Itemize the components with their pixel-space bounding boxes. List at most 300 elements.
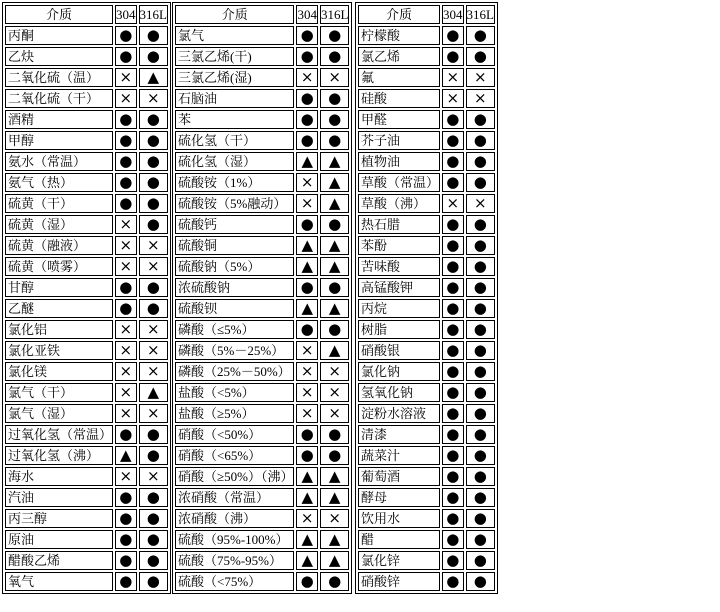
medium-name-cell: 过氧化氢（常温） <box>5 425 113 444</box>
rating-cell: ▲ <box>296 299 318 318</box>
table-row <box>358 236 495 255</box>
medium-name-cell: 氟 <box>358 68 440 87</box>
rating-cell: ● <box>320 215 349 234</box>
rating-cell: × <box>296 68 318 87</box>
medium-name-cell: 硫酸（95%-100%） <box>175 530 294 549</box>
rating-cell: × <box>139 404 168 423</box>
rating-cell: ▲ <box>296 152 318 171</box>
rating-cell: ● <box>296 110 318 129</box>
rating-cell: ● <box>320 110 349 129</box>
rating-cell: ▲ <box>296 530 318 549</box>
table-row <box>358 47 495 66</box>
medium-name-cell: 丙烷 <box>358 299 440 318</box>
medium-name-cell: 热石腊 <box>358 215 440 234</box>
medium-name-cell: 硫黄（融液） <box>5 236 113 255</box>
rating-cell: ● <box>442 47 464 66</box>
medium-name-cell: 氧气 <box>5 572 113 591</box>
rating-cell: × <box>115 404 137 423</box>
rating-cell: ● <box>466 299 495 318</box>
table-row <box>175 278 349 297</box>
table-row <box>175 47 349 66</box>
medium-name-cell: 氯气（湿） <box>5 404 113 423</box>
rating-cell: ● <box>442 425 464 444</box>
table-row <box>5 26 168 45</box>
medium-name-cell: 浓硫酸钠 <box>175 278 294 297</box>
table-row <box>358 26 495 45</box>
rating-cell: × <box>115 383 137 402</box>
table-row <box>175 383 349 402</box>
medium-name-cell: 硫酸（75%-95%） <box>175 551 294 570</box>
table-row <box>175 110 349 129</box>
medium-name-cell: 乙炔 <box>5 47 113 66</box>
rating-cell: × <box>115 341 137 360</box>
table-row <box>175 257 349 276</box>
medium-name-cell: 氯化铝 <box>5 320 113 339</box>
table-row <box>358 425 495 444</box>
rating-cell: × <box>320 383 349 402</box>
table-row <box>175 320 349 339</box>
rating-cell: ● <box>442 551 464 570</box>
rating-cell: ● <box>115 509 137 528</box>
table-row <box>5 152 168 171</box>
medium-name-cell: 硫化氢（湿） <box>175 152 294 171</box>
table-row <box>358 362 495 381</box>
rating-cell: × <box>115 257 137 276</box>
rating-cell: ● <box>442 530 464 549</box>
rating-cell: ● <box>442 404 464 423</box>
rating-cell: ● <box>442 362 464 381</box>
rating-cell: ● <box>115 488 137 507</box>
medium-name-cell: 苯酚 <box>358 236 440 255</box>
table-row <box>358 299 495 318</box>
rating-cell: ● <box>115 173 137 192</box>
rating-cell: × <box>442 89 464 108</box>
table-row <box>5 68 168 87</box>
medium-name-cell: 磷酸（≤5%） <box>175 320 294 339</box>
table-row <box>358 131 495 150</box>
table-row <box>358 215 495 234</box>
table-row <box>175 26 349 45</box>
table-row <box>175 341 349 360</box>
table-row <box>5 488 168 507</box>
rating-cell: ▲ <box>320 236 349 255</box>
medium-name-cell: 过氧化氢（沸） <box>5 446 113 465</box>
rating-cell: × <box>466 68 495 87</box>
medium-name-cell: 石脑油 <box>175 89 294 108</box>
medium-name-cell: 氯化锌 <box>358 551 440 570</box>
rating-cell: × <box>296 173 318 192</box>
table-row <box>358 89 495 108</box>
table-row <box>358 467 495 486</box>
rating-cell: ● <box>139 488 168 507</box>
rating-cell: ● <box>442 509 464 528</box>
rating-cell: ▲ <box>320 152 349 171</box>
rating-cell: ● <box>115 299 137 318</box>
table-row <box>358 173 495 192</box>
medium-name-cell: 二氧化硫（干） <box>5 89 113 108</box>
table-row <box>358 530 495 549</box>
rating-cell: ● <box>115 425 137 444</box>
rating-cell: ● <box>442 215 464 234</box>
grade-column-header: 304 <box>297 7 317 22</box>
table-row <box>175 509 349 528</box>
rating-cell: ● <box>139 110 168 129</box>
rating-cell: ● <box>442 299 464 318</box>
medium-name-cell: 三氯乙烯(干) <box>175 47 294 66</box>
medium-name-cell: 醋 <box>358 530 440 549</box>
table-row <box>5 320 168 339</box>
medium-name-cell: 甲醇 <box>5 131 113 150</box>
rating-cell: ▲ <box>296 488 318 507</box>
medium-name-cell: 乙醚 <box>5 299 113 318</box>
table-row <box>358 68 495 87</box>
rating-cell: ▲ <box>139 68 168 87</box>
rating-cell: ● <box>115 278 137 297</box>
medium-name-cell: 硫酸铜 <box>175 236 294 255</box>
medium-name-cell: 酒精 <box>5 110 113 129</box>
medium-column-header: 介质 <box>358 5 440 24</box>
rating-cell: ● <box>139 278 168 297</box>
medium-name-cell: 酵母 <box>358 488 440 507</box>
table-row <box>5 236 168 255</box>
rating-cell: × <box>296 509 318 528</box>
medium-name-cell: 氯乙烯 <box>358 47 440 66</box>
medium-name-cell: 苦味酸 <box>358 257 440 276</box>
rating-cell: ● <box>442 26 464 45</box>
medium-name-cell: 甘醇 <box>5 278 113 297</box>
rating-cell: × <box>139 467 168 486</box>
rating-cell: ● <box>466 383 495 402</box>
rating-cell: ● <box>320 131 349 150</box>
rating-cell: ● <box>466 215 495 234</box>
rating-cell: ● <box>296 572 318 591</box>
rating-cell: ● <box>115 551 137 570</box>
table-row <box>5 110 168 129</box>
grade-column-header: 304 <box>443 7 463 22</box>
rating-cell: ● <box>115 47 137 66</box>
rating-cell: ● <box>139 299 168 318</box>
medium-name-cell: 硫酸钠（5%） <box>175 257 294 276</box>
medium-name-cell: 浓硝酸（沸） <box>175 509 294 528</box>
table-row <box>5 278 168 297</box>
table-row <box>5 131 168 150</box>
rating-cell: ● <box>115 572 137 591</box>
medium-name-cell: 海水 <box>5 467 113 486</box>
medium-name-cell: 柠檬酸 <box>358 26 440 45</box>
table-row <box>358 110 495 129</box>
rating-cell: ● <box>139 551 168 570</box>
rating-cell: × <box>115 362 137 381</box>
rating-cell: ▲ <box>296 236 318 255</box>
rating-cell: ● <box>466 362 495 381</box>
table-row <box>358 152 495 171</box>
rating-cell: ▲ <box>320 530 349 549</box>
medium-name-cell: 草酸（沸） <box>358 194 440 213</box>
rating-cell: × <box>139 341 168 360</box>
medium-name-cell: 植物油 <box>358 152 440 171</box>
medium-name-cell: 氯气 <box>175 26 294 45</box>
rating-cell: ● <box>296 446 318 465</box>
medium-name-cell: 硝酸银 <box>358 341 440 360</box>
rating-cell: ● <box>139 26 168 45</box>
rating-cell: × <box>139 362 168 381</box>
rating-cell: ● <box>139 152 168 171</box>
medium-name-cell: 氨气（热） <box>5 173 113 192</box>
medium-column-header: 介质 <box>5 5 113 24</box>
medium-name-cell: 甲醛 <box>358 110 440 129</box>
rating-cell: ● <box>115 131 137 150</box>
medium-name-cell: 磷酸（25%－50%） <box>175 362 294 381</box>
rating-cell: ● <box>296 89 318 108</box>
medium-name-cell: 硫酸钡 <box>175 299 294 318</box>
rating-cell: ● <box>466 110 495 129</box>
table-row <box>358 341 495 360</box>
table-row <box>175 572 349 591</box>
table-row <box>5 530 168 549</box>
table-row <box>358 383 495 402</box>
table-row <box>175 152 349 171</box>
medium-name-cell: 盐酸（<5%） <box>175 383 294 402</box>
medium-name-cell: 硫酸铵（5%融动） <box>175 194 294 213</box>
rating-cell: ● <box>296 131 318 150</box>
rating-cell: ● <box>442 173 464 192</box>
rating-cell: ● <box>296 215 318 234</box>
rating-cell: ● <box>442 131 464 150</box>
medium-name-cell: 浓硝酸（常温） <box>175 488 294 507</box>
medium-name-cell: 饮用水 <box>358 509 440 528</box>
table-row <box>175 215 349 234</box>
rating-cell: ● <box>320 425 349 444</box>
medium-name-cell: 硫酸（<75%） <box>175 572 294 591</box>
table-row <box>358 404 495 423</box>
table-row <box>358 551 495 570</box>
table-row <box>5 404 168 423</box>
medium-name-cell: 原油 <box>5 530 113 549</box>
table-row <box>175 89 349 108</box>
table-row <box>5 89 168 108</box>
rating-cell: ● <box>466 341 495 360</box>
rating-cell: ● <box>466 152 495 171</box>
rating-cell: ● <box>320 89 349 108</box>
table-row <box>358 509 495 528</box>
rating-cell: ● <box>442 236 464 255</box>
rating-cell: ● <box>466 446 495 465</box>
table-row <box>5 215 168 234</box>
table-row <box>358 194 495 213</box>
medium-name-cell: 硫黄（喷雾） <box>5 257 113 276</box>
rating-cell: ● <box>115 152 137 171</box>
table-row <box>5 383 168 402</box>
rating-cell: ▲ <box>296 257 318 276</box>
rating-cell: ● <box>466 47 495 66</box>
rating-cell: ● <box>139 131 168 150</box>
medium-name-cell: 丙三醇 <box>5 509 113 528</box>
table-row <box>5 572 168 591</box>
rating-cell: × <box>115 236 137 255</box>
table-row <box>5 194 168 213</box>
rating-cell: ▲ <box>296 551 318 570</box>
rating-cell: ● <box>139 509 168 528</box>
rating-cell: ● <box>320 572 349 591</box>
rating-cell: ● <box>115 110 137 129</box>
medium-name-cell: 氯化镁 <box>5 362 113 381</box>
rating-cell: × <box>320 509 349 528</box>
rating-cell: ● <box>320 26 349 45</box>
table-row <box>5 446 168 465</box>
medium-name-cell: 硝酸（<65%） <box>175 446 294 465</box>
medium-name-cell: 醋酸乙烯 <box>5 551 113 570</box>
rating-cell: ● <box>139 215 168 234</box>
rating-cell: ● <box>466 530 495 549</box>
rating-cell: ● <box>320 278 349 297</box>
rating-cell: ● <box>442 383 464 402</box>
medium-name-cell: 三氯乙烯(湿) <box>175 68 294 87</box>
medium-name-cell: 汽油 <box>5 488 113 507</box>
rating-cell: ● <box>296 425 318 444</box>
rating-cell: ▲ <box>320 299 349 318</box>
table-row <box>358 572 495 591</box>
medium-name-cell: 高锰酸钾 <box>358 278 440 297</box>
table-row <box>175 236 349 255</box>
grade-column-header: 304 <box>116 7 136 22</box>
rating-cell: ● <box>442 110 464 129</box>
table-row <box>175 404 349 423</box>
rating-cell: ● <box>115 194 137 213</box>
table-row <box>358 320 495 339</box>
rating-cell: ● <box>466 467 495 486</box>
rating-cell: ● <box>139 530 168 549</box>
table-row <box>175 467 349 486</box>
rating-cell: ● <box>442 152 464 171</box>
table-row <box>358 257 495 276</box>
rating-cell: ● <box>442 467 464 486</box>
rating-cell: ● <box>466 488 495 507</box>
rating-cell: × <box>466 194 495 213</box>
table-row <box>358 278 495 297</box>
rating-cell: ● <box>115 26 137 45</box>
medium-name-cell: 淀粉水溶液 <box>358 404 440 423</box>
rating-cell: ● <box>115 530 137 549</box>
medium-name-cell: 葡萄酒 <box>358 467 440 486</box>
rating-cell: ● <box>139 47 168 66</box>
table-row <box>175 530 349 549</box>
table-row <box>175 425 349 444</box>
table-row <box>175 488 349 507</box>
rating-cell: ▲ <box>320 551 349 570</box>
rating-cell: ● <box>442 278 464 297</box>
rating-cell: × <box>139 89 168 108</box>
medium-name-cell: 草酸（常温） <box>358 173 440 192</box>
rating-cell: ▲ <box>139 383 168 402</box>
rating-cell: ● <box>442 341 464 360</box>
rating-cell: × <box>320 404 349 423</box>
medium-name-cell: 硫黄（干） <box>5 194 113 213</box>
rating-cell: ● <box>296 26 318 45</box>
rating-cell: × <box>296 341 318 360</box>
rating-cell: ▲ <box>320 341 349 360</box>
rating-cell: × <box>442 68 464 87</box>
table-row <box>5 509 168 528</box>
table-row <box>175 173 349 192</box>
rating-cell: ● <box>296 320 318 339</box>
rating-cell: ● <box>466 320 495 339</box>
rating-cell: × <box>296 404 318 423</box>
table-row <box>358 446 495 465</box>
medium-name-cell: 氯化钠 <box>358 362 440 381</box>
rating-cell: ▲ <box>296 467 318 486</box>
table-row <box>5 467 168 486</box>
rating-cell: × <box>296 383 318 402</box>
medium-name-cell: 盐酸（≥5%） <box>175 404 294 423</box>
rating-cell: ● <box>466 425 495 444</box>
rating-cell: ● <box>442 257 464 276</box>
rating-cell: ● <box>320 320 349 339</box>
rating-cell: ▲ <box>320 488 349 507</box>
rating-cell: ● <box>466 257 495 276</box>
rating-cell: ● <box>466 236 495 255</box>
table-row <box>175 446 349 465</box>
rating-cell: ● <box>466 404 495 423</box>
rating-cell: × <box>115 320 137 339</box>
medium-name-cell: 树脂 <box>358 320 440 339</box>
rating-cell: × <box>139 257 168 276</box>
medium-name-cell: 硫酸铵（1%） <box>175 173 294 192</box>
rating-cell: ▲ <box>320 173 349 192</box>
rating-cell: ● <box>320 446 349 465</box>
table-row <box>5 299 168 318</box>
rating-cell: ● <box>466 509 495 528</box>
table-row <box>175 194 349 213</box>
table-row <box>5 362 168 381</box>
rating-cell: × <box>115 68 137 87</box>
medium-name-cell: 氨水（常温） <box>5 152 113 171</box>
compatibility-table-left <box>2 2 171 594</box>
medium-name-cell: 丙酮 <box>5 26 113 45</box>
rating-cell: ▲ <box>320 257 349 276</box>
grade-column-header: 316L <box>139 7 167 22</box>
medium-name-cell: 二氧化硫（温） <box>5 68 113 87</box>
medium-name-cell: 清漆 <box>358 425 440 444</box>
rating-cell: ● <box>466 173 495 192</box>
medium-name-cell: 硫黄（湿） <box>5 215 113 234</box>
rating-cell: ● <box>139 425 168 444</box>
rating-cell: ▲ <box>320 194 349 213</box>
rating-cell: ● <box>139 194 168 213</box>
medium-name-cell: 硅酸 <box>358 89 440 108</box>
rating-cell: ● <box>466 26 495 45</box>
medium-name-cell: 氢氧化钠 <box>358 383 440 402</box>
medium-name-cell: 硝酸（<50%） <box>175 425 294 444</box>
table-row <box>175 362 349 381</box>
rating-cell: ● <box>320 47 349 66</box>
medium-name-cell: 磷酸（5%－25%） <box>175 341 294 360</box>
rating-cell: × <box>139 320 168 339</box>
table-row <box>175 68 349 87</box>
rating-cell: ● <box>466 131 495 150</box>
medium-name-cell: 硫酸钙 <box>175 215 294 234</box>
rating-cell: ● <box>442 320 464 339</box>
rating-cell: ● <box>442 488 464 507</box>
rating-cell: × <box>139 236 168 255</box>
table-row <box>5 341 168 360</box>
rating-cell: ● <box>466 551 495 570</box>
rating-cell: × <box>296 194 318 213</box>
medium-name-cell: 苯 <box>175 110 294 129</box>
rating-cell: ● <box>139 572 168 591</box>
table-row <box>5 425 168 444</box>
rating-cell: × <box>466 89 495 108</box>
rating-cell: ● <box>466 572 495 591</box>
